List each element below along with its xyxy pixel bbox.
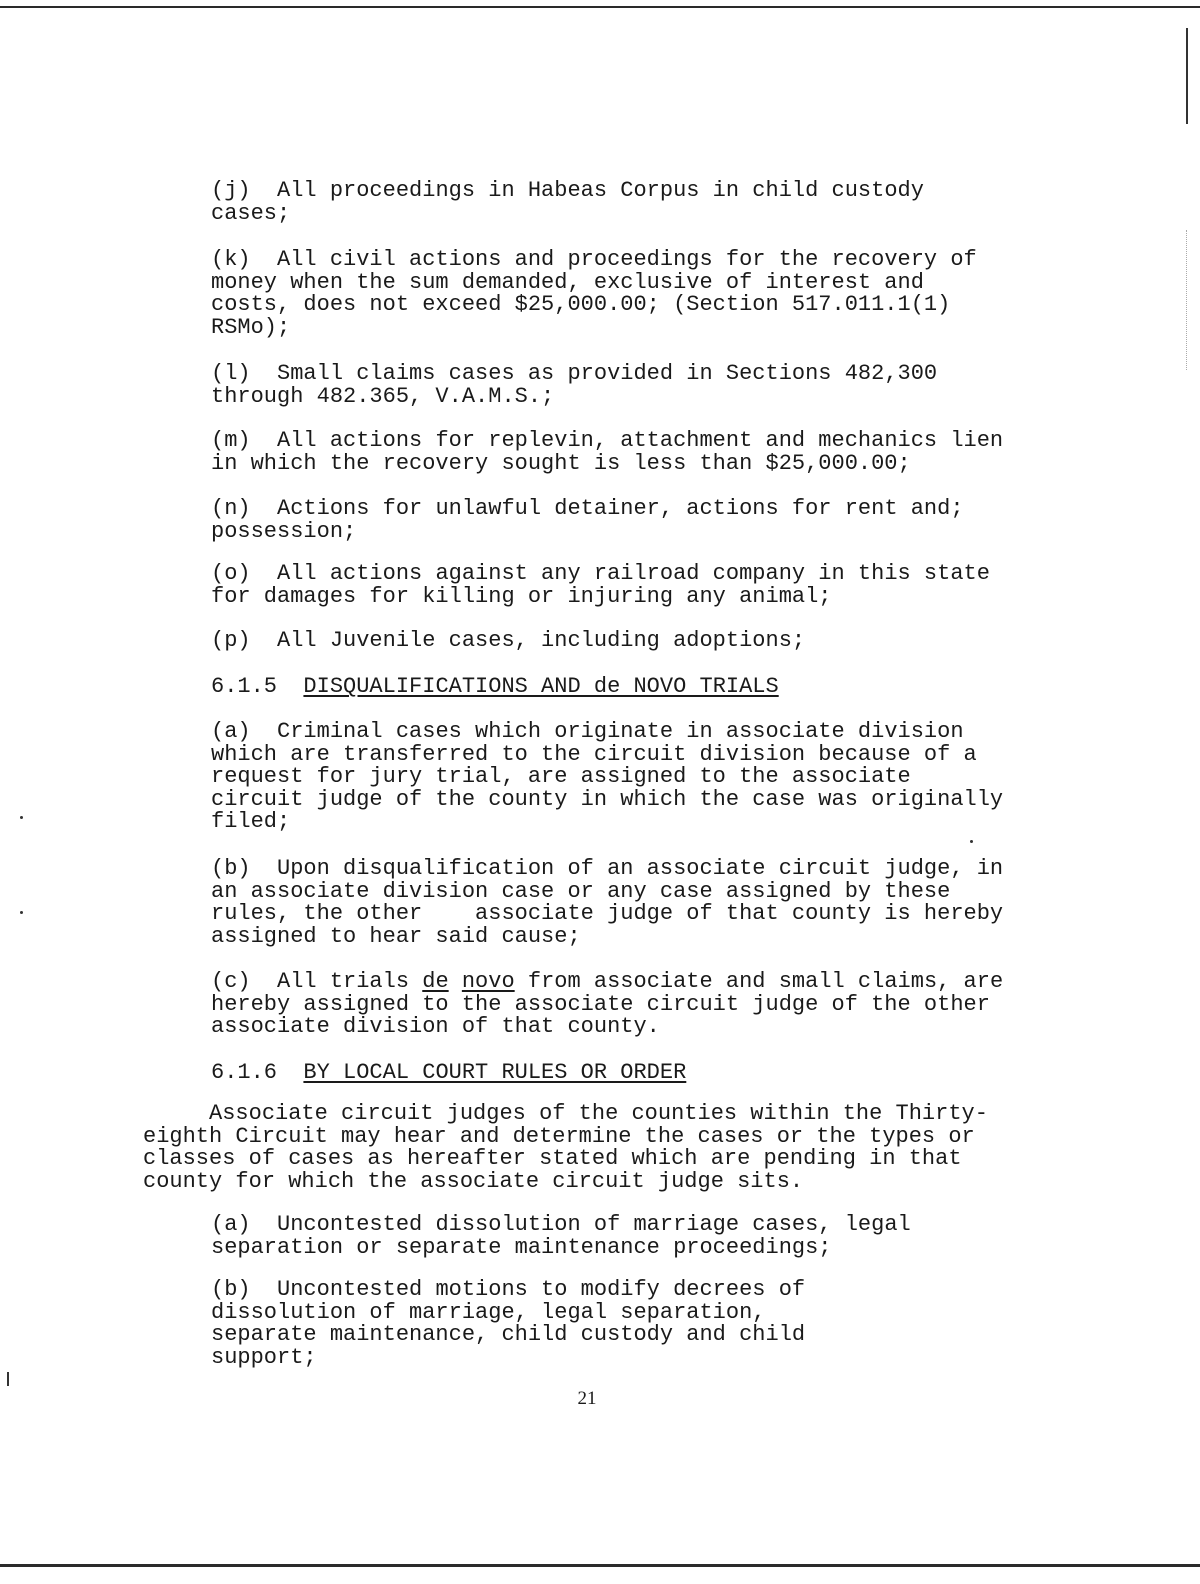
margin-dots	[1186, 230, 1188, 370]
item-616-a	[211, 1214, 911, 1259]
item-line: All Juvenile cases, including adoptions;	[277, 628, 806, 653]
item-line: support;	[211, 1344, 317, 1370]
item-label: (o)	[211, 561, 251, 586]
item-line: All proceedings in Habeas Corpus in child custody	[277, 178, 924, 203]
item-line: hereby assigned to the associate circuit judge of the other	[211, 991, 990, 1017]
item-line: which are transferred to the circuit division because of a	[211, 741, 977, 767]
section-title: BY LOCAL COURT RULES OR ORDER	[303, 1060, 687, 1085]
item-label: (k)	[211, 247, 251, 272]
item-line: dissolution of marriage, legal separation,	[211, 1299, 766, 1325]
item-615-c	[211, 971, 1003, 1039]
item-label: (n)	[211, 496, 251, 521]
item-line: costs, does not exceed $25,000.00; (Section 517.011.1(1)	[211, 292, 951, 317]
item-line: possession;	[211, 518, 357, 544]
item-label: (l)	[211, 361, 251, 386]
item-line: filed;	[211, 809, 291, 834]
item-line: Criminal cases which originate in associate division	[277, 719, 964, 744]
scan-speck	[970, 840, 973, 843]
section-heading-616	[211, 1062, 686, 1085]
item-line: Upon disqualification of an associate circuit judge, in	[277, 856, 1004, 881]
item-line: an associate division case or any case assigned by these	[211, 878, 951, 904]
item-line: Uncontested motions to modify decrees of	[277, 1277, 806, 1302]
item-line: Small claims cases as provided in Sections 482,300	[277, 361, 938, 386]
item-line: money when the sum demanded, exclusive of interest and	[211, 269, 924, 295]
item-line: request for jury trial, are assigned to the associate	[211, 764, 911, 789]
item-line: associate division of that county.	[211, 1014, 660, 1039]
item-line: RSMo);	[211, 314, 291, 340]
item-text: from associate and small claims, are	[514, 969, 1004, 994]
item-line: in which the recovery sought is less than $25,000.00;	[211, 450, 911, 476]
item-text: All trials	[277, 969, 423, 994]
top-rule	[0, 6, 1200, 8]
section-number: 6.1.6	[211, 1060, 278, 1085]
intro-line: classes of cases as hereafter stated which are pending in that	[143, 1146, 962, 1171]
item-label: (a)	[211, 719, 251, 744]
item-615-a	[211, 721, 1003, 834]
scan-speck	[20, 816, 23, 819]
item-label: (b)	[211, 856, 251, 881]
item-o	[211, 563, 990, 608]
item-line: circuit judge of the county in which the case was originally	[211, 786, 1004, 812]
item-line: rules, the other associate judge of that county is hereby	[211, 901, 1004, 926]
item-line: All civil actions and proceedings for the recovery of	[277, 247, 977, 272]
intro-line: Associate circuit judges of the counties within the Thirty-	[209, 1101, 988, 1126]
bottom-rule	[0, 1564, 1200, 1567]
item-label: (p)	[211, 628, 251, 653]
item-line: through 482.365, V.A.M.S.;	[211, 383, 555, 409]
scan-tick	[7, 1372, 9, 1386]
item-line: Uncontested dissolution of marriage cases, legal	[277, 1212, 911, 1237]
item-m	[211, 430, 1003, 475]
item-label: (a)	[211, 1212, 251, 1237]
item-j	[211, 180, 924, 225]
intro-line: county for which the associate circuit judge sits.	[143, 1168, 804, 1194]
item-label: (m)	[211, 428, 251, 453]
item-l	[211, 363, 937, 408]
item-label: (b)	[211, 1277, 251, 1302]
novo-term: novo	[461, 969, 515, 994]
item-label: (j)	[211, 178, 251, 203]
section-616-intro	[143, 1103, 988, 1193]
item-line: All actions for replevin, attachment and mechanics lien	[277, 428, 1004, 453]
section-heading-615	[211, 676, 779, 699]
item-615-b	[211, 858, 1003, 948]
margin-bar	[1186, 28, 1188, 124]
intro-line: eighth Circuit may hear and determine the cases or the types or	[143, 1123, 975, 1149]
item-616-b	[211, 1279, 805, 1369]
item-line: assigned to hear said cause;	[211, 923, 581, 949]
item-k	[211, 249, 977, 339]
section-number: 6.1.5	[211, 674, 278, 699]
item-line: separation or separate maintenance proceedings;	[211, 1234, 832, 1260]
item-line: for damages for killing or injuring any animal;	[211, 583, 832, 609]
item-line: separate maintenance, child custody and child	[211, 1322, 806, 1347]
item-line: Actions for unlawful detainer, actions for rent and;	[277, 496, 964, 521]
item-p	[211, 630, 805, 653]
de-term: de	[422, 969, 449, 994]
item-line: cases;	[211, 200, 291, 226]
scan-speck	[20, 911, 23, 914]
item-n	[211, 498, 964, 543]
page-number: 21	[577, 1388, 597, 1409]
section-title: DISQUALIFICATIONS AND de NOVO TRIALS	[303, 674, 779, 699]
item-label: (c)	[211, 969, 251, 994]
item-line: All actions against any railroad company in this state	[277, 561, 990, 586]
